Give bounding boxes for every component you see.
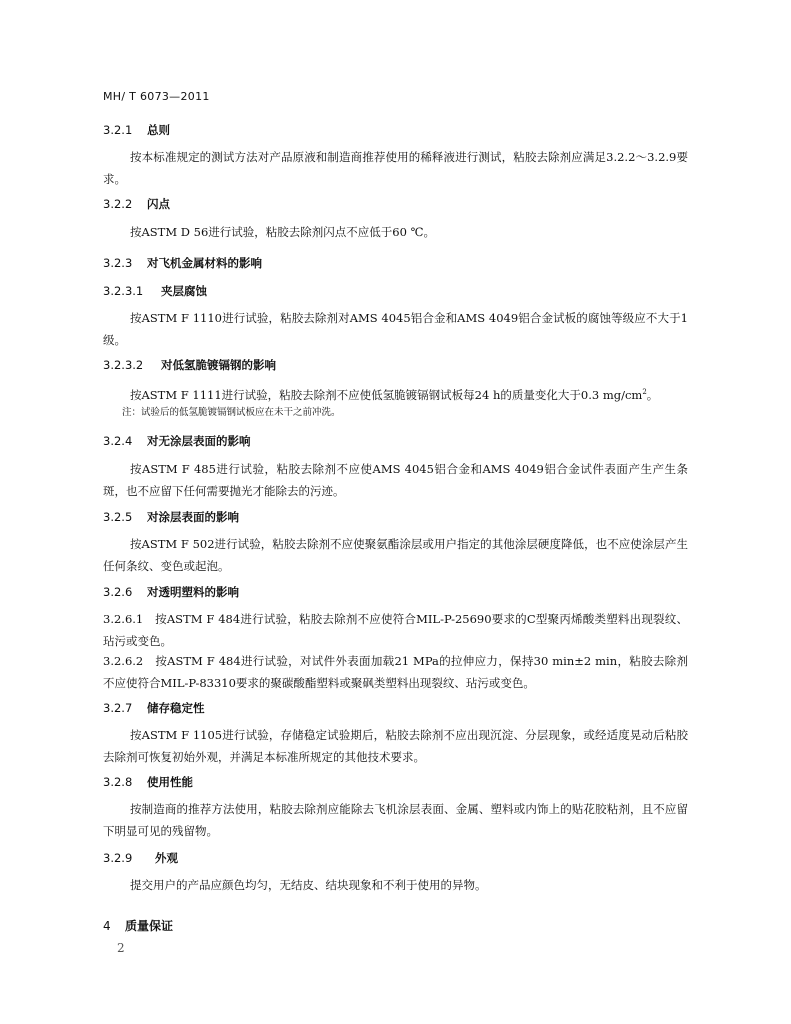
- section-number: 3.2.8: [103, 775, 133, 789]
- section-number: 3.2.5: [103, 510, 133, 524]
- section-number: 3.2.7: [103, 701, 133, 715]
- note-text: 注：试验后的低氢脆镀镉钢试板应在未干之前冲洗。: [122, 407, 341, 418]
- section-number: 3.2.9: [103, 851, 133, 865]
- paragraph-3-2-2: 按ASTM D 56进行试验，粘胶去除剂闪点不应低于60 ℃。: [130, 225, 435, 239]
- section-heading-3-2-7: [103, 700, 205, 716]
- section-title: 闪点: [147, 197, 170, 211]
- page-number: 2: [117, 941, 125, 955]
- section-heading-3-2-8: [103, 774, 193, 790]
- section-title: 夹层腐蚀: [161, 284, 207, 298]
- paragraph-3-2-5: 按ASTM F 502进行试验，粘胶去除剂不应使聚氨酯涂层或用户指定的其他涂层硬度降低，也不应使涂层产生任何条纹、变色或起泡。: [103, 537, 688, 573]
- section-number: 3.2.3: [103, 256, 133, 270]
- section-title: 对涂层表面的影响: [147, 510, 239, 524]
- paragraph-text: 按ASTM F 1111进行试验，粘胶去除剂不应使低氢脆镀镉钢试板每24 h的质量变化大于0.3 mg/cm: [130, 387, 643, 402]
- section-number: 3.2.4: [103, 434, 133, 448]
- section-title: 对透明塑料的影响: [147, 585, 239, 599]
- section-heading-3-2-4: [103, 433, 251, 449]
- section-number: 3.2.1: [103, 123, 133, 137]
- section-heading-3-2-9: [103, 850, 178, 866]
- paragraph-end: 。: [646, 387, 659, 402]
- section-number: 3.2.2: [103, 197, 133, 211]
- chapter-title: 质量保证: [125, 919, 174, 933]
- paragraph-3-2-8: 按制造商的推荐方法使用，粘胶去除剂应能除去飞机涂层表面、金属、塑料或内饰上的贴花胶粘剂，且不应留下明显可见的残留物。: [103, 802, 688, 838]
- paragraph-3-2-3-1: 按ASTM F 1110进行试验，粘胶去除剂对AMS 4045铝合金和AMS 4049铝合金试板的腐蚀等级应不大于1级。: [103, 311, 688, 347]
- section-title: 储存稳定性: [147, 701, 205, 715]
- section-heading-3-2-2: [103, 196, 170, 212]
- paragraph-3-2-6-2: 3.2.6.2 按ASTM F 484进行试验，对试件外表面加载21 MPa的拉伸应力，保持30 min±2 min，粘胶去除剂不应使符合MIL-P-83310要求的聚碳酸酯塑料或聚砜类塑料出现裂纹、玷污或变色。: [103, 654, 688, 690]
- section-heading-3-2-3-2: [103, 357, 276, 373]
- section-title: 总则: [147, 123, 170, 137]
- section-title: 对低氢脆镀镉钢的影响: [161, 358, 276, 372]
- section-heading-3-2-3-1: [103, 283, 207, 299]
- paragraph-3-2-9: 提交用户的产品应颜色均匀，无结皮、结块现象和不利于使用的异物。: [130, 878, 487, 892]
- section-number: 3.2.3.1: [103, 284, 144, 298]
- section-title: 对飞机金属材料的影响: [147, 256, 262, 270]
- section-heading-3-2-1: [103, 122, 170, 138]
- paragraph-3-2-4: 按ASTM F 485进行试验，粘胶去除剂不应使AMS 4045铝合金和AMS 4049铝合金试件表面产生产生条斑，也不应留下任何需要抛光才能除去的污迹。: [103, 462, 688, 498]
- paragraph-3-2-1: 按本标准规定的测试方法对产品原液和制造商推荐使用的稀释液进行测试，粘胶去除剂应满足3.2.2～3.2.9要求。: [103, 150, 688, 186]
- section-heading-3-2-3: [103, 255, 262, 271]
- chapter-heading-4: [103, 917, 173, 934]
- section-number: 3.2.3.2: [103, 358, 144, 372]
- section-number: 3.2.6: [103, 585, 133, 599]
- section-title: 使用性能: [147, 775, 193, 789]
- superscript: 2: [642, 388, 647, 396]
- paragraph-3-2-3-2: [103, 381, 688, 406]
- section-title: 对无涂层表面的影响: [147, 434, 251, 448]
- section-title: 外观: [155, 851, 178, 865]
- chapter-number: 4: [103, 919, 111, 933]
- section-heading-3-2-6: [103, 584, 239, 600]
- paragraph-3-2-7: 按ASTM F 1105进行试验，存储稳定试验期后，粘胶去除剂不应出现沉淀、分层现象，或经适度晃动后粘胶去除剂可恢复初始外观，并满足本标准所规定的其他技术要求。: [103, 728, 688, 764]
- section-heading-3-2-5: [103, 509, 239, 525]
- paragraph-3-2-6-1: 3.2.6.1 按ASTM F 484进行试验，粘胶去除剂不应使符合MIL-P-25690要求的C型聚丙烯酸类塑料出现裂纹、玷污或变色。: [103, 612, 688, 648]
- standard-code-header: MH/ T 6073—2011: [103, 90, 210, 103]
